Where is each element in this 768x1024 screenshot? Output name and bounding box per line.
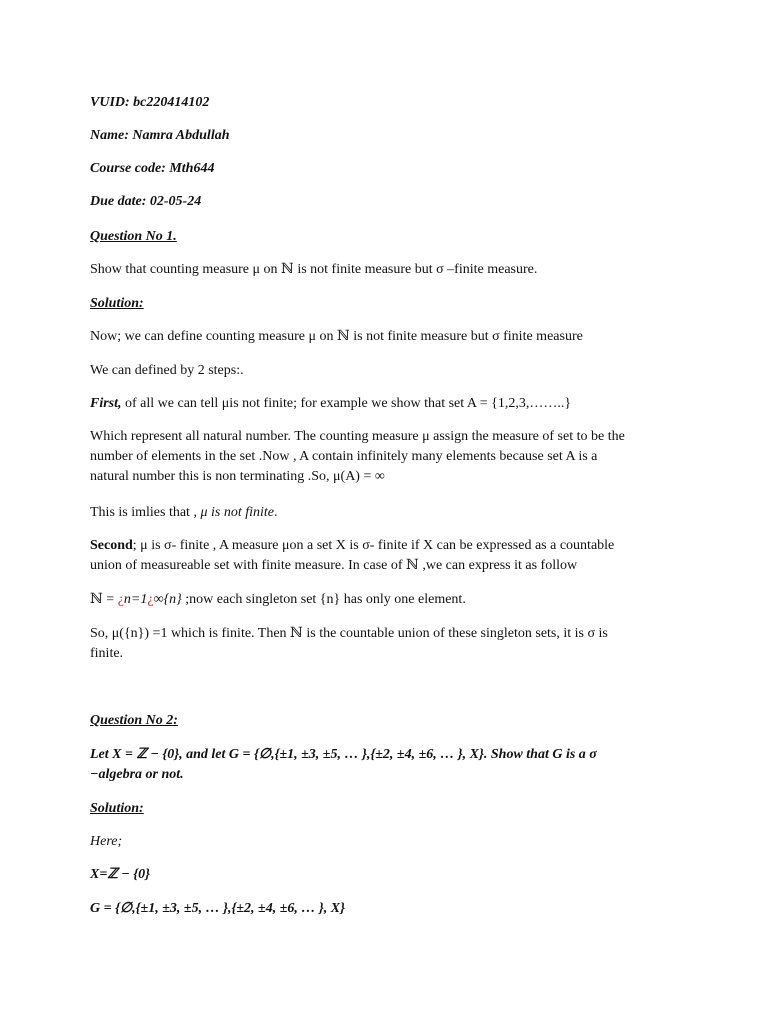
union-glyph-1: ¿	[117, 592, 124, 607]
here-line: Here;	[90, 834, 123, 849]
question-2-heading: Question No 2:	[90, 713, 178, 728]
implies-text: This is imlies that ,	[90, 505, 201, 520]
solution-1-heading: Solution:	[90, 296, 144, 311]
solution-1-line-1: Now; we can define counting measure μ on ℕ is not finite measure but σ finite measure	[90, 329, 583, 344]
first-label: First,	[90, 396, 122, 411]
union-tail: ;now each singleton set {n} has only one element.	[181, 592, 466, 607]
first-rest: of all we can tell μis not finite; for example we show that set A = {1,2,3,……..}	[121, 396, 572, 411]
question-1-statement: Show that counting measure μ on ℕ is not finite measure but σ –finite measure.	[90, 262, 538, 277]
question-1-heading: Question No 1.	[90, 229, 177, 244]
second-step-line-1	[90, 537, 614, 555]
union-glyph-2: ¿	[147, 592, 154, 607]
course-code: Course code: Mth644	[90, 161, 215, 176]
conclusion-line-2: finite.	[90, 646, 124, 661]
conclusion-line-1: So, μ({n}) =1 which is finite. Then ℕ is the countable union of these singleton sets, it is σ is	[90, 626, 608, 641]
union-index: n=1	[123, 592, 148, 607]
second-text: ; μ is σ- finite , A measure μon a set X is σ- finite if X can be expressed as a countable	[132, 538, 615, 553]
implies-period: .	[273, 505, 278, 520]
solution-2-heading: Solution:	[90, 801, 144, 816]
question-2-statement-2: −algebra or not.	[90, 767, 184, 782]
paragraph-1-line-3: natural number this is non terminating .So, μ(A) = ∞	[90, 469, 385, 484]
second-step-line-2: union of measureable set with finite measure. In case of ℕ ,we can express it as follow	[90, 558, 578, 573]
union-set: ∞{n}	[153, 592, 182, 607]
implies-formula: μ is not finite	[200, 505, 274, 520]
g-definition: G = {∅,{±1, ±3, ±5, … },{±2, ±4, ±6, … }, X}	[90, 901, 345, 916]
paragraph-1-line-1: Which represent all natural number. The counting measure μ assign the measure of set to be the	[90, 429, 625, 444]
due-date: Due date: 02-05-24	[90, 194, 202, 209]
paragraph-1-line-2: number of elements in the set .Now , A contain infinitely many elements because set A is a	[90, 449, 598, 464]
naturals-symbol: ℕ	[90, 592, 103, 607]
second-label: Second	[90, 538, 133, 553]
x-definition: X=ℤ − {0}	[90, 867, 150, 882]
question-2-statement-1: Let X = ℤ − {0}, and let G = {∅,{±1, ±3, ±5, … },{±2, ±4, ±6, … }, X}. Show that G is a σ	[90, 747, 597, 762]
implies-line	[90, 504, 277, 522]
union-equals: =	[102, 592, 118, 607]
student-name: Name: Namra Abdullah	[90, 128, 230, 143]
first-step-line	[90, 395, 571, 413]
vuid-line: VUID: bc220414102	[90, 95, 210, 110]
union-formula-line	[90, 591, 466, 609]
solution-1-line-2: We can defined by 2 steps:.	[90, 363, 244, 378]
